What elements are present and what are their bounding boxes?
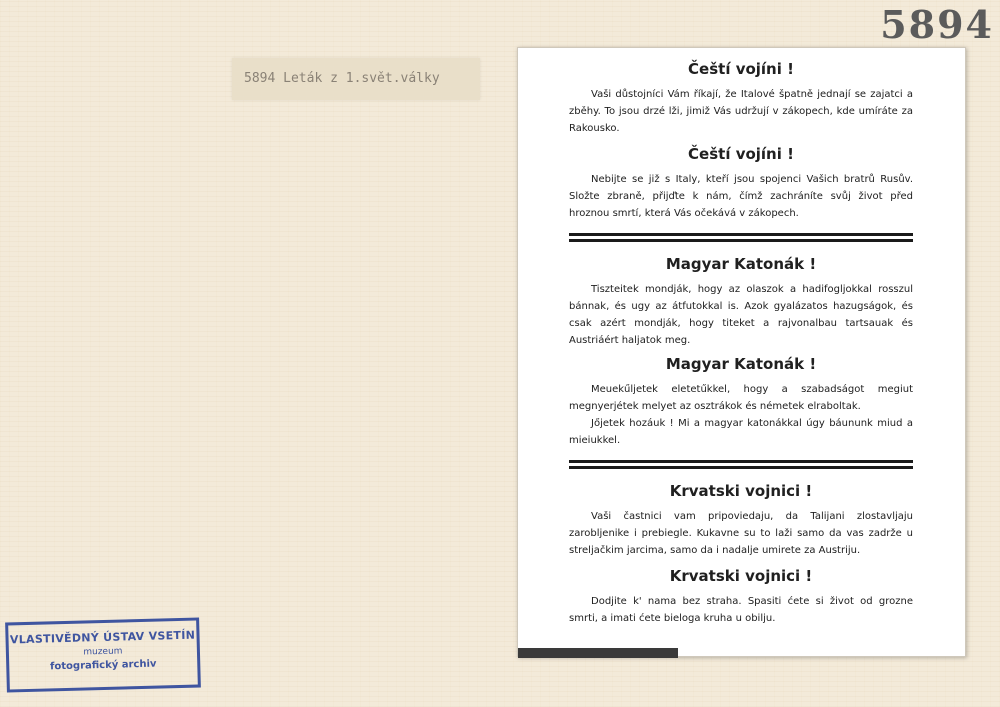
czech-paragraph-2: Nebijte se již s Italy, kteří jsou spojenci Vašich bratrů Rusův. Složte zbraně, přijďte k nám, čímž zachráníte svůj život před hroznou smrtí, která Vás očekává v zákopech. [569,174,913,219]
croatian-paragraph-2: Dodjite k' nama bez straha. Spasiti ćete si život od grozne smrti, a imati ćete bieloga kruha u obilju. [569,596,913,624]
section-divider-1 [569,233,913,242]
hungarian-paragraph-1: Tiszteitek mondják, hogy az olaszok a hadifogljokkal rosszul bánnak, és ugy az átfutokkal is. Azok gyalázatos hazugságok, és csak azért mondják, hogy titeket a rajvonalbau tartsauak és Austriáért haljatok meg. [569,284,913,346]
museum-stamp [5,617,201,692]
stamp-line-institution: VLASTIVĚDNÝ ÚSTAV VSETÍN [9,628,196,647]
hungarian-section [569,255,913,449]
leaflet-sheet [517,47,966,657]
hungarian-heading-2: Magyar Katonák ! [665,355,817,373]
croatian-section [569,482,913,627]
section-divider-2 [569,460,913,469]
czech-section [569,60,913,222]
czech-heading-2: Čeští vojíni ! [688,145,794,163]
czech-paragraph-1: Vaši důstojníci Vám říkají, že Italové špatně jednají se zajatci a zběhy. To jsou drzé lži, jimiž Vás udržují v zákopech, kde umíráte za Rakousko. [569,89,913,134]
hungarian-paragraph-2: Meuekűljetek eletetűkkel, hogy a szabadságot megiut megnyerjétek melyet az osztrákok és németek elraboltak. [569,384,913,412]
stamp-line-museum: muzeum [83,646,123,658]
croatian-heading-2: Krvatski vojnici ! [669,567,813,585]
croatian-heading-1: Krvatski vojnici ! [669,482,813,500]
czech-heading-1: Čeští vojíni ! [688,60,794,78]
stamp-line-archive: fotografický archiv [49,658,157,673]
hungarian-paragraph-3: Jőjetek hozáuk ! Mi a magyar katonákkal úgy báununk miud a mieiukkel. [569,418,913,446]
hungarian-heading-1: Magyar Katonák ! [665,255,817,273]
archive-label-strip: 5894 Leták z 1.svět.války [232,58,480,100]
croatian-paragraph-1: Vaši častnici vam pripoviedaju, da Talijani zlostavljaju zarobljenike i prebiegle. Kukavne su to laži samo da vas zadrže u streljačkim jarcima, samo da i nadalje umirete za Austriju. [569,511,913,556]
archive-number: 5894 [880,2,994,47]
